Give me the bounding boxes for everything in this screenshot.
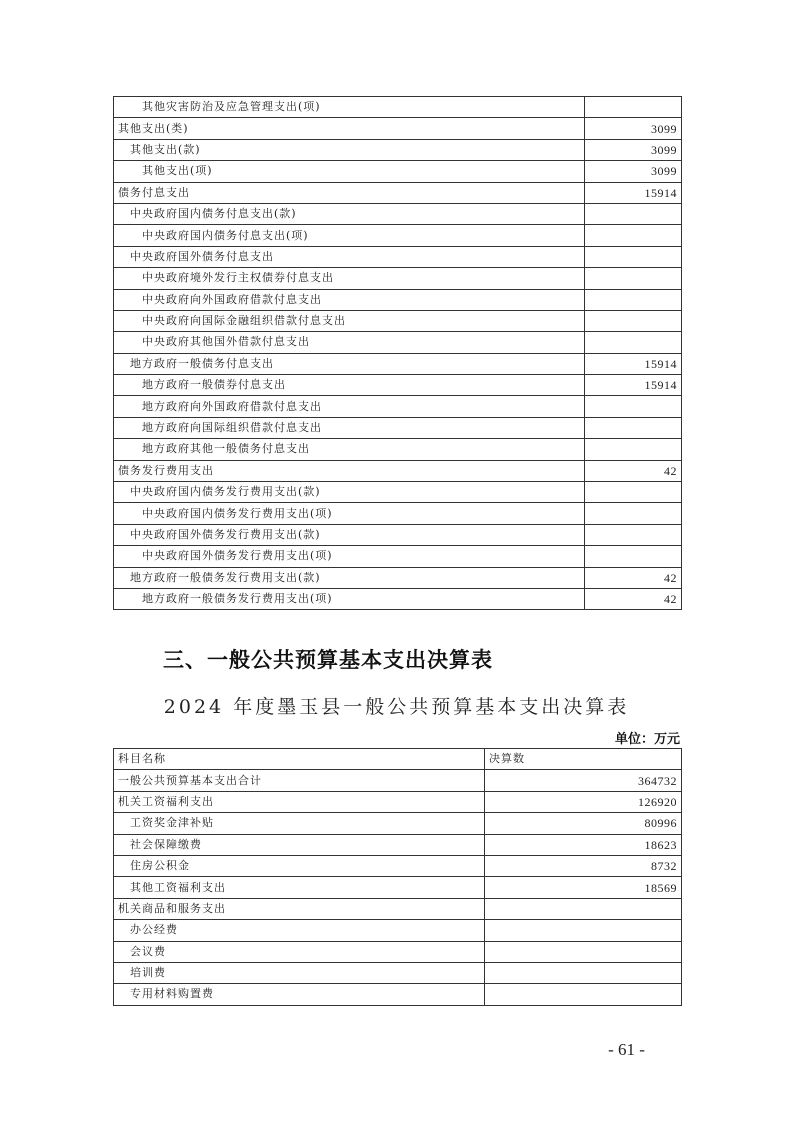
subject-name-cell: 地方政府一般债务发行费用支出(项)	[114, 588, 585, 609]
amount-cell	[585, 203, 682, 224]
table-row	[114, 161, 682, 182]
subject-name-cell: 培训费	[114, 962, 485, 983]
table-row	[114, 246, 682, 267]
subject-name-cell: 专用材料购置费	[114, 984, 485, 1005]
subject-name-cell: 工资奖金津补贴	[114, 813, 485, 834]
amount-cell	[485, 984, 682, 1005]
table-row	[114, 289, 682, 310]
expenditure-table-continued	[113, 96, 682, 610]
table-row	[114, 855, 682, 876]
subject-name-cell: 其他灾害防治及应急管理支出(项)	[114, 97, 585, 118]
table-row	[114, 203, 682, 224]
subject-name-cell: 其他支出(项)	[114, 161, 585, 182]
amount-cell	[585, 225, 682, 246]
table-row	[114, 567, 682, 588]
amount-cell	[585, 310, 682, 331]
subject-name-cell: 中央政府向外国政府借款付息支出	[114, 289, 585, 310]
table-header-row	[114, 749, 682, 770]
amount-cell: 18623	[485, 834, 682, 855]
table-row	[114, 396, 682, 417]
table-body	[114, 749, 682, 1006]
table-row	[114, 332, 682, 353]
table-row	[114, 460, 682, 481]
subject-name-cell: 中央政府国内债务付息支出(项)	[114, 225, 585, 246]
amount-cell: 42	[585, 460, 682, 481]
amount-cell	[585, 546, 682, 567]
subject-name-cell: 中央政府国外债务发行费用支出(项)	[114, 546, 585, 567]
amount-cell	[585, 482, 682, 503]
amount-cell	[585, 396, 682, 417]
subject-name-cell: 中央政府国外债务发行费用支出(款)	[114, 524, 585, 545]
subject-name-cell: 机关工资福利支出	[114, 791, 485, 812]
table-row	[114, 984, 682, 1005]
amount-cell	[585, 524, 682, 545]
unit-label: 单位：万元	[614, 732, 680, 747]
section-title: 三、一般公共预算基本支出决算表	[163, 648, 493, 672]
subject-name-cell: 地方政府一般债券付息支出	[114, 375, 585, 396]
amount-cell: 15914	[585, 353, 682, 374]
amount-cell: 42	[585, 588, 682, 609]
amount-cell	[585, 332, 682, 353]
subject-name-cell: 其他支出(款)	[114, 139, 585, 160]
header-final-amount: 决算数	[485, 749, 682, 770]
amount-cell: 3099	[585, 161, 682, 182]
table-row	[114, 353, 682, 374]
amount-cell: 15914	[585, 375, 682, 396]
amount-cell: 126920	[485, 791, 682, 812]
table-row	[114, 791, 682, 812]
amount-cell	[585, 246, 682, 267]
amount-cell	[485, 920, 682, 941]
amount-cell	[485, 898, 682, 919]
subject-name-cell: 中央政府向国际金融组织借款付息支出	[114, 310, 585, 331]
table-row	[114, 375, 682, 396]
subject-name-cell: 中央政府境外发行主权债券付息支出	[114, 268, 585, 289]
table-row	[114, 898, 682, 919]
amount-cell: 15914	[585, 182, 682, 203]
table-row	[114, 139, 682, 160]
amount-cell	[485, 941, 682, 962]
table-row	[114, 962, 682, 983]
table-body	[114, 97, 682, 610]
subject-name-cell: 地方政府一般债务付息支出	[114, 353, 585, 374]
subject-name-cell: 债务发行费用支出	[114, 460, 585, 481]
table-row	[114, 813, 682, 834]
table-row	[114, 920, 682, 941]
table-title: 2024 年度墨玉县一般公共预算基本支出决算表	[163, 696, 630, 718]
subject-name-cell: 地方政府向外国政府借款付息支出	[114, 396, 585, 417]
amount-cell: 3099	[585, 139, 682, 160]
table-row	[114, 182, 682, 203]
header-subject-name: 科目名称	[114, 749, 485, 770]
amount-cell: 18569	[485, 877, 682, 898]
amount-cell	[585, 289, 682, 310]
subject-name-cell: 中央政府国外债务付息支出	[114, 246, 585, 267]
table-row	[114, 310, 682, 331]
table-row	[114, 770, 682, 791]
amount-cell	[585, 417, 682, 438]
table-row	[114, 503, 682, 524]
subject-name-cell: 机关商品和服务支出	[114, 898, 485, 919]
subject-name-cell: 会议费	[114, 941, 485, 962]
table-row	[114, 118, 682, 139]
subject-name-cell: 社会保障缴费	[114, 834, 485, 855]
subject-name-cell: 一般公共预算基本支出合计	[114, 770, 485, 791]
table-row	[114, 439, 682, 460]
table-row	[114, 225, 682, 246]
amount-cell	[585, 97, 682, 118]
basic-expenditure-table	[113, 748, 682, 1006]
page-number: - 61 -	[608, 1040, 645, 1059]
amount-cell: 3099	[585, 118, 682, 139]
table-row	[114, 417, 682, 438]
table-row	[114, 268, 682, 289]
amount-cell	[585, 439, 682, 460]
subject-name-cell: 中央政府其他国外借款付息支出	[114, 332, 585, 353]
amount-cell	[485, 962, 682, 983]
amount-cell	[585, 268, 682, 289]
table-row	[114, 834, 682, 855]
amount-cell: 42	[585, 567, 682, 588]
subject-name-cell: 地方政府一般债务发行费用支出(款)	[114, 567, 585, 588]
subject-name-cell: 其他支出(类)	[114, 118, 585, 139]
subject-name-cell: 地方政府其他一般债务付息支出	[114, 439, 585, 460]
table-row	[114, 546, 682, 567]
table-row	[114, 97, 682, 118]
subject-name-cell: 办公经费	[114, 920, 485, 941]
subject-name-cell: 中央政府国内债务付息支出(款)	[114, 203, 585, 224]
subject-name-cell: 地方政府向国际组织借款付息支出	[114, 417, 585, 438]
table-row	[114, 941, 682, 962]
amount-cell	[585, 503, 682, 524]
subject-name-cell: 中央政府国内债务发行费用支出(项)	[114, 503, 585, 524]
subject-name-cell: 住房公积金	[114, 855, 485, 876]
amount-cell: 364732	[485, 770, 682, 791]
table-row	[114, 877, 682, 898]
table-row	[114, 524, 682, 545]
amount-cell: 80996	[485, 813, 682, 834]
table-row	[114, 588, 682, 609]
table-row	[114, 482, 682, 503]
amount-cell: 8732	[485, 855, 682, 876]
subject-name-cell: 中央政府国内债务发行费用支出(款)	[114, 482, 585, 503]
subject-name-cell: 债务付息支出	[114, 182, 585, 203]
subject-name-cell: 其他工资福利支出	[114, 877, 485, 898]
